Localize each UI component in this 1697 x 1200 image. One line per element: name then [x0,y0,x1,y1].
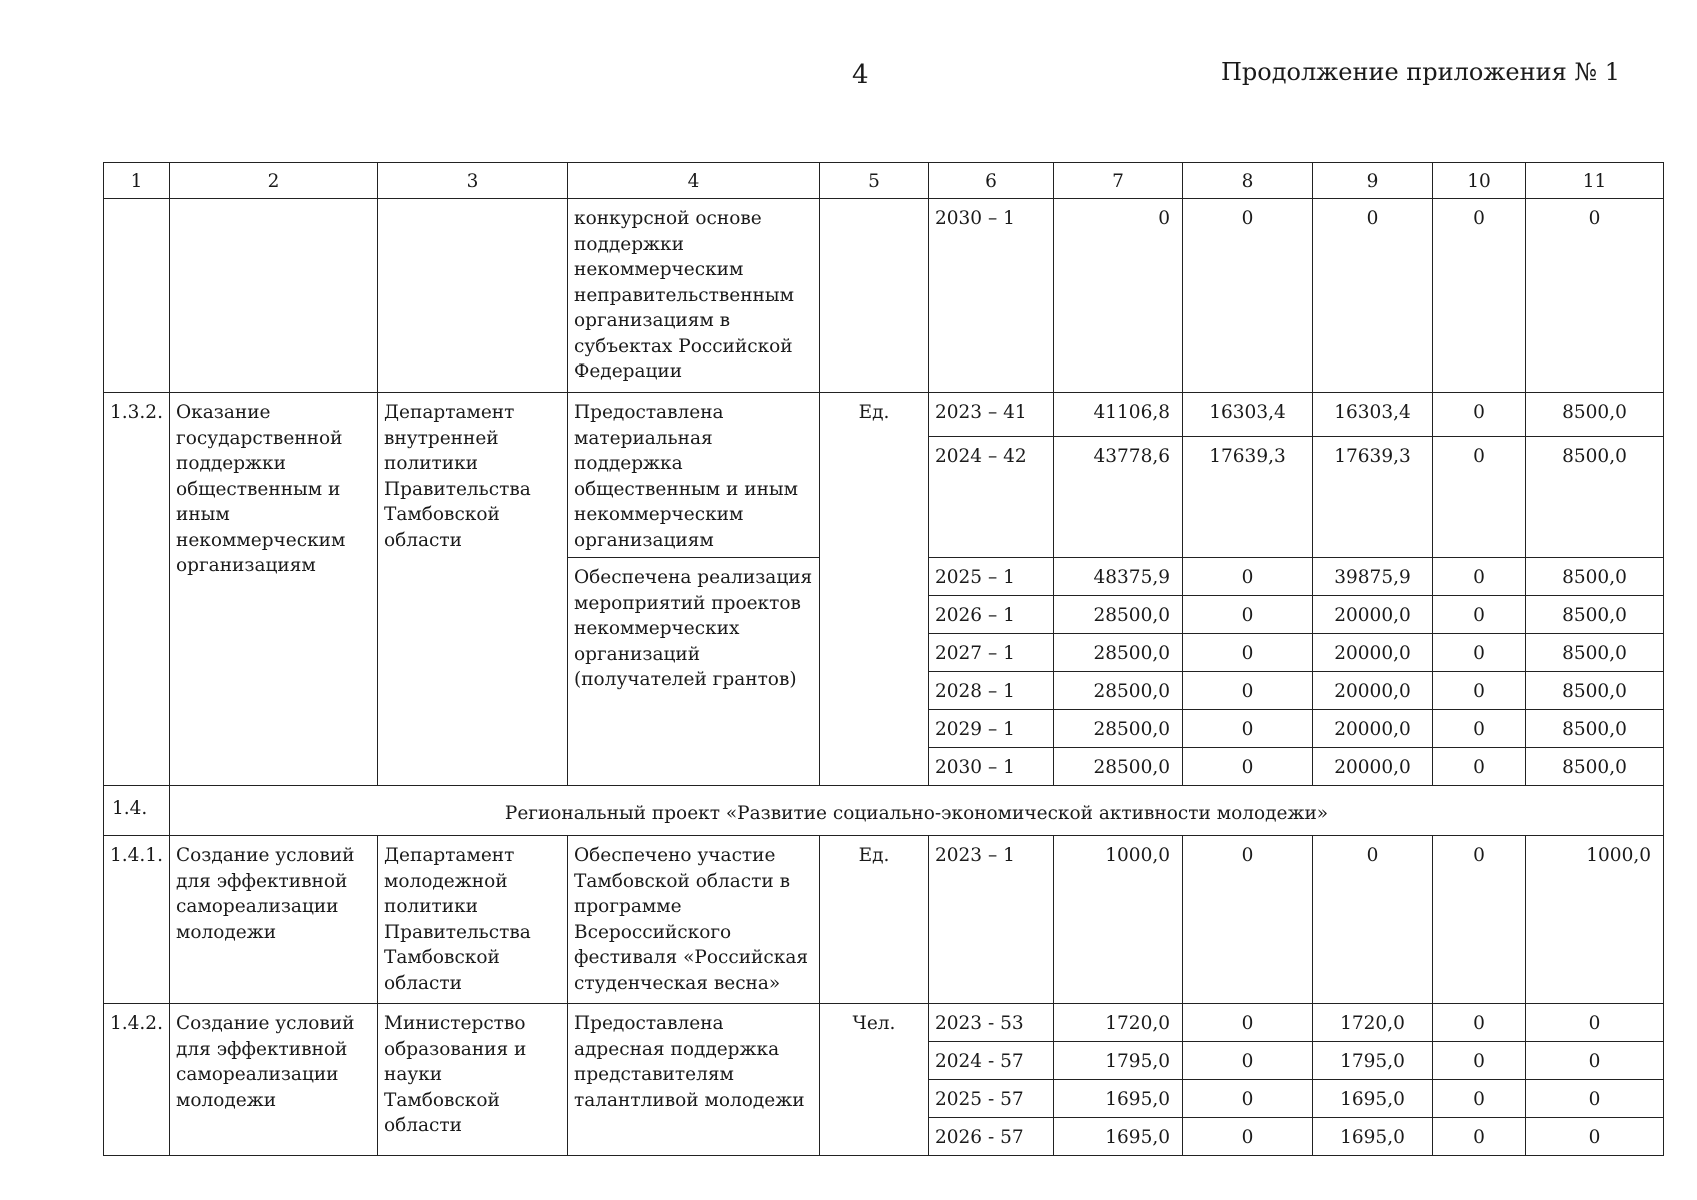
year-cell: 2023 - 53 [929,1004,1054,1042]
year-cell: 2025 – 1 [929,558,1054,596]
value-cell: 1695,0 [1313,1118,1433,1156]
program-table [103,162,1664,1156]
value-cell: 16303,4 [1183,393,1313,437]
result-cell: Обеспечена реализация мероприятий проектов некоммерческих организаций (получателей грантов) [568,558,820,786]
value-cell: 20000,0 [1313,596,1433,634]
year-cell: 2029 – 1 [929,710,1054,748]
value-cell: 0 [1433,558,1526,596]
value-cell: 39875,9 [1313,558,1433,596]
value-cell: 8500,0 [1526,710,1664,748]
item-name: Создание условий для эффективной самореализации молодежи [170,836,378,1004]
page-number: 4 [852,60,869,90]
value-cell: 0 [1526,199,1664,393]
value-cell: 0 [1433,836,1526,1004]
item-executor: Департамент внутренней политики Правительства Тамбовской области [378,393,568,786]
year-cell: 2028 – 1 [929,672,1054,710]
item-number: 1.4.2. [104,1004,170,1156]
value-cell: 0 [1313,199,1433,393]
value-cell: 0 [1183,558,1313,596]
result-cell: конкурсной основе поддержки некоммерческим неправительственным организациям в субъектах Российской Федерации [568,199,820,393]
column-header: 1 [104,163,170,199]
value-cell: 8500,0 [1526,748,1664,786]
value-cell: 0 [1183,1042,1313,1080]
year-cell: 2026 – 1 [929,596,1054,634]
column-header: 10 [1433,163,1526,199]
item-number: 1.3.2. [104,393,170,786]
value-cell: 8500,0 [1526,437,1664,558]
item-name: Создание условий для эффективной самореализации молодежи [170,1004,378,1156]
result-cell: Предоставлена материальная поддержка общественным и иным некоммерческим организациям [568,393,820,558]
value-cell: 1795,0 [1054,1042,1183,1080]
column-header: 3 [378,163,568,199]
value-cell: 0 [1183,710,1313,748]
year-cell: 2027 – 1 [929,634,1054,672]
value-cell: 1000,0 [1054,836,1183,1004]
value-cell: 0 [1433,437,1526,558]
value-cell: 1720,0 [1054,1004,1183,1042]
column-header: 11 [1526,163,1664,199]
item-executor: Департамент молодежной политики Правительства Тамбовской области [378,836,568,1004]
value-cell: 0 [1054,199,1183,393]
item-number: 1.4.1. [104,836,170,1004]
value-cell: 0 [1433,710,1526,748]
value-cell: 0 [1526,1004,1664,1042]
table-row [104,393,1664,437]
value-cell: 0 [1183,634,1313,672]
value-cell: 1000,0 [1526,836,1664,1004]
value-cell: 8500,0 [1526,393,1664,437]
year-cell: 2024 – 42 [929,437,1054,558]
value-cell: 0 [1433,199,1526,393]
value-cell: 1695,0 [1054,1080,1183,1118]
value-cell: 0 [1433,672,1526,710]
year-cell: 2024 - 57 [929,1042,1054,1080]
value-cell: 0 [1433,393,1526,437]
year-cell: 2023 – 41 [929,393,1054,437]
column-header: 7 [1054,163,1183,199]
section-number: 1.4. [104,786,170,836]
value-cell: 0 [1433,1004,1526,1042]
item-executor: Министерство образования и науки Тамбовской области [378,1004,568,1156]
value-cell: 0 [1183,1004,1313,1042]
value-cell: 0 [1313,836,1433,1004]
value-cell: 1720,0 [1313,1004,1433,1042]
section-row [104,786,1664,836]
year-cell: 2025 - 57 [929,1080,1054,1118]
year-cell: 2030 – 1 [929,748,1054,786]
value-cell: 0 [1183,1080,1313,1118]
value-cell: 0 [1183,199,1313,393]
value-cell: 8500,0 [1526,596,1664,634]
value-cell: 0 [1433,1042,1526,1080]
column-header: 5 [820,163,929,199]
value-cell: 0 [1183,672,1313,710]
value-cell: 0 [1433,1118,1526,1156]
value-cell: 0 [1183,748,1313,786]
value-cell: 1695,0 [1054,1118,1183,1156]
value-cell: 28500,0 [1054,748,1183,786]
value-cell: 0 [1183,596,1313,634]
value-cell: 0 [1526,1042,1664,1080]
column-header: 2 [170,163,378,199]
appendix-title: Продолжение приложения № 1 [1220,58,1620,86]
year-cell: 2030 – 1 [929,199,1054,393]
value-cell: 16303,4 [1313,393,1433,437]
value-cell: 20000,0 [1313,710,1433,748]
value-cell: 0 [1433,596,1526,634]
value-cell: 17639,3 [1183,437,1313,558]
value-cell: 0 [1183,1118,1313,1156]
year-cell: 2026 - 57 [929,1118,1054,1156]
value-cell: 8500,0 [1526,672,1664,710]
value-cell: 8500,0 [1526,558,1664,596]
value-cell: 17639,3 [1313,437,1433,558]
value-cell: 0 [1433,748,1526,786]
unit-cell: Чел. [820,1004,929,1156]
value-cell: 0 [1433,634,1526,672]
value-cell: 43778,6 [1054,437,1183,558]
table-row [104,1004,1664,1042]
value-cell: 20000,0 [1313,748,1433,786]
value-cell: 0 [1526,1118,1664,1156]
unit-cell: Ед. [820,836,929,1004]
column-header: 8 [1183,163,1313,199]
value-cell: 1695,0 [1313,1080,1433,1118]
column-header: 6 [929,163,1054,199]
column-header: 4 [568,163,820,199]
result-cell: Предоставлена адресная поддержка представителям талантливой молодежи [568,1004,820,1156]
table-row [104,836,1664,1004]
unit-cell: Ед. [820,393,929,786]
section-title: Региональный проект «Развитие социально-экономической активности молодежи» [170,786,1664,836]
value-cell: 0 [1526,1080,1664,1118]
column-header: 9 [1313,163,1433,199]
value-cell: 8500,0 [1526,634,1664,672]
result-cell: Обеспечено участие Тамбовской области в программе Всероссийского фестиваля «Российская студенческая весна» [568,836,820,1004]
value-cell: 28500,0 [1054,596,1183,634]
value-cell: 28500,0 [1054,672,1183,710]
value-cell: 20000,0 [1313,672,1433,710]
value-cell: 1795,0 [1313,1042,1433,1080]
column-header-row [104,163,1664,199]
table-row [104,199,1664,393]
value-cell: 0 [1183,836,1313,1004]
value-cell: 0 [1433,1080,1526,1118]
item-name: Оказание государственной поддержки общественным и иным некоммерческим организациям [170,393,378,786]
value-cell: 28500,0 [1054,710,1183,748]
value-cell: 20000,0 [1313,634,1433,672]
value-cell: 41106,8 [1054,393,1183,437]
value-cell: 48375,9 [1054,558,1183,596]
value-cell: 28500,0 [1054,634,1183,672]
year-cell: 2023 – 1 [929,836,1054,1004]
